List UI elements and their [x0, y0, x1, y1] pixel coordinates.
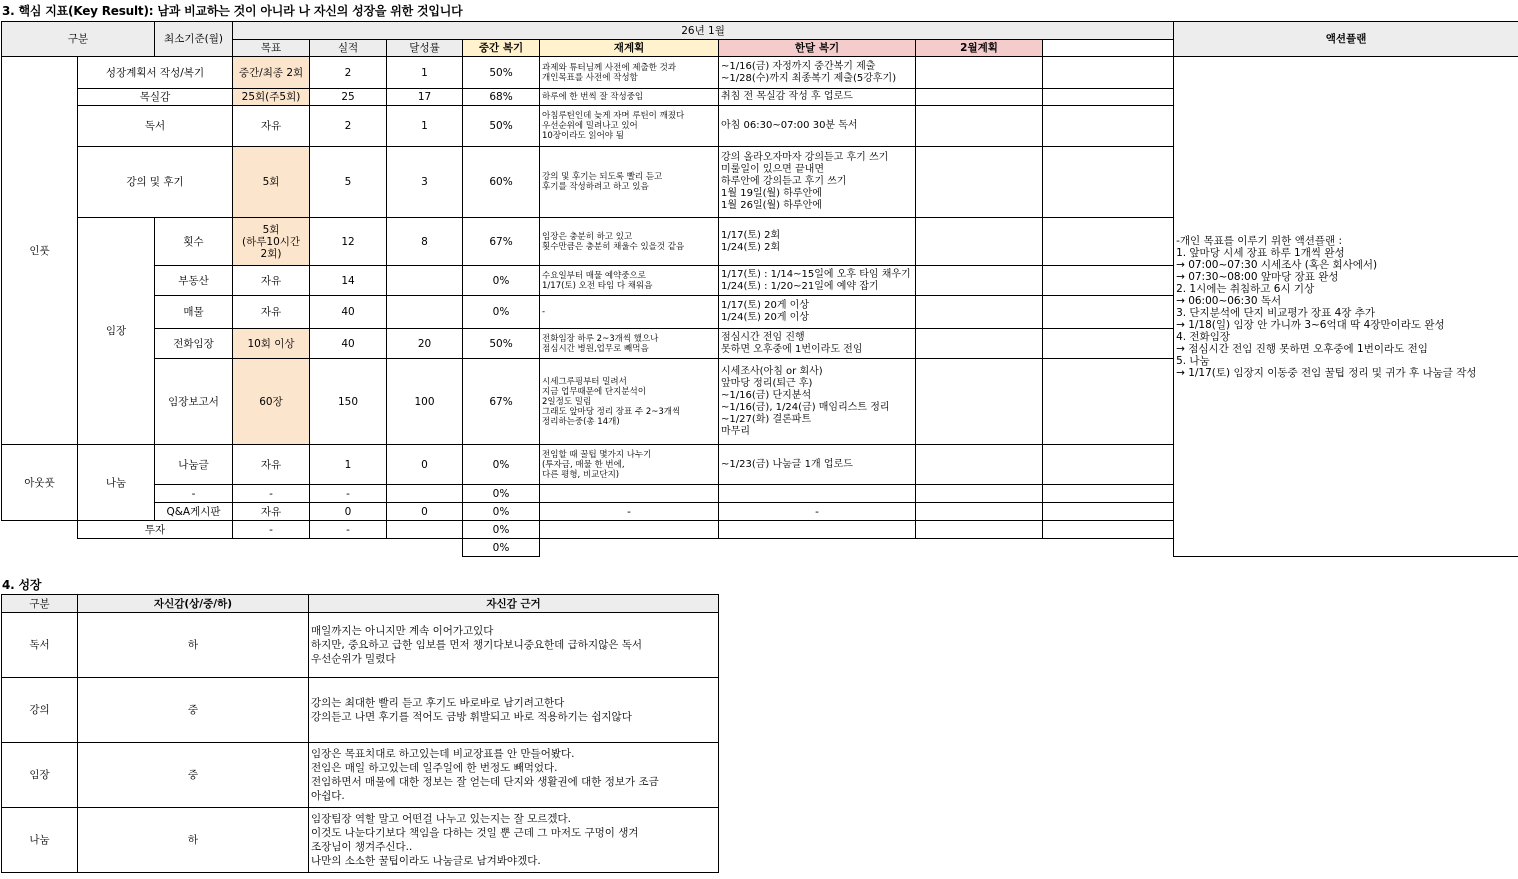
row-target: 2 [310, 57, 387, 89]
row-feb-plan [1043, 445, 1174, 485]
growth-row [2, 808, 719, 873]
growth-row [2, 678, 719, 743]
row-label: 임장보고서 [155, 359, 233, 445]
row-actual: 1 [387, 57, 463, 89]
row-feb-plan [1043, 485, 1174, 503]
row-month-review [916, 266, 1043, 296]
row-target: - [310, 485, 387, 503]
row-min: 자유 [233, 445, 310, 485]
row-mid-review [540, 485, 719, 503]
row-replan: 아침 06:30~07:00 30분 독서 [719, 106, 916, 147]
row-target: 1 [310, 445, 387, 485]
row-mid-review: 임장은 충분히 하고 있고 횟수만큼은 충분히 채울수 있을것 같음 [540, 218, 719, 266]
row-mid-review: - [540, 503, 719, 521]
row-label: 부동산 [155, 266, 233, 296]
header-month-review: 한달 복기 [719, 40, 916, 57]
header-target: 목표 [233, 40, 310, 57]
row-feb-plan [1043, 89, 1174, 106]
row-min: 5회 [233, 147, 310, 218]
row-label: 횟수 [155, 218, 233, 266]
row-min: 자유 [233, 266, 310, 296]
row-replan [719, 521, 916, 539]
row-feb-plan [1043, 329, 1174, 359]
row-actual [387, 266, 463, 296]
key-result-table [1, 21, 1518, 557]
row-min: 5회 (하루10시간 2회) [233, 218, 310, 266]
header-min-std: 최소기준(월) [155, 22, 233, 57]
group-output: 아웃풋 [2, 445, 78, 521]
growth-level: 중 [78, 743, 309, 808]
row-label: 전화임장 [155, 329, 233, 359]
header-gubun: 구분 [2, 22, 155, 57]
row-replan: 강의 올라오자마자 강의듣고 후기 쓰기 미룰일이 있으면 끝내면 하루안에 강의듣고 후기 쓰기 1월 19일(월) 하루안에 1월 26일(월) 하루안에 [719, 147, 916, 218]
row-replan: 1/17(토) 2회 1/24(토) 2회 [719, 218, 916, 266]
row-feb-plan [1043, 57, 1174, 89]
action-plan-text: -개인 목표를 이루기 위한 액션플랜 : 1. 앞마당 시세 장표 하루 1개씩 완성 → 07:00~07:30 시세조사 (혹은 회사에서) → 07:30~08:00 앞마당 장표 완성 2. 1시에는 취침하고 6시 기상 → 06:00~06:30 독서 3. 단지분석에 단지 비교평가 장표 4장 추가 → 1/18(일) 임장 안 가니까 3~6억대 딱 4장만이라도 완성 4. 전화임장 → 점심시간 전임 진행 못하면 오후중에 1번이라도 전임 5. 나눔 → 1/17(토) 임장지 이동중 전임 꿀팁 정리 및 귀가 후 나눔글 작성 [1174, 57, 1518, 557]
row-rate: 50% [463, 329, 540, 359]
row-target: 150 [310, 359, 387, 445]
growth-table [1, 594, 719, 873]
group-input: 인풋 [2, 57, 78, 445]
row-target: 0 [310, 503, 387, 521]
row-replan: - [719, 503, 916, 521]
row-month-review [916, 147, 1043, 218]
row-replan [719, 485, 916, 503]
row-target: 40 [310, 329, 387, 359]
row-actual: 20 [387, 329, 463, 359]
header-rate: 달성률 [387, 40, 463, 57]
row-replan: 점심시간 전임 진행 못하면 오후중에 1번이라도 전임 [719, 329, 916, 359]
total-rate: 0% [463, 539, 540, 557]
row-feb-plan [1043, 359, 1174, 445]
row-min: - [233, 485, 310, 503]
row-actual: 0 [387, 445, 463, 485]
row-mid-review: 전임할 때 꿀팁 몇가지 나누기 (투자금, 매물 한 번에, 다른 평형, 비교단지) [540, 445, 719, 485]
table-row [2, 57, 1518, 89]
growth-reason: 임장팀장 역할 말고 어떤걸 나누고 있는지는 잘 모르겠다. 이것도 나눈다기보다 책임을 다하는 것일 뿐 근데 그 마저도 구멍이 생겨 조장님이 챙겨주신다.. 나만의 소소한 꿀팁이라도 나눔글로 남겨봐야겠다. [309, 808, 719, 873]
growth-category: 나눔 [2, 808, 78, 873]
header-mid-review: 중간 복기 [463, 40, 540, 57]
row-min: 10회 이상 [233, 329, 310, 359]
growth-header-confidence: 자신감(상/중/하) [78, 595, 309, 613]
row-actual: 3 [387, 147, 463, 218]
row-min: 자유 [233, 503, 310, 521]
row-target: 2 [310, 106, 387, 147]
row-min: 자유 [233, 296, 310, 329]
row-month-review [916, 296, 1043, 329]
row-replan: ~1/16(금) 자정까지 중간복기 제출 ~1/28(수)까지 최종복기 제출(5강후기) [719, 57, 916, 89]
row-replan: 1/17(토) : 1/14~15일에 오후 타임 채우기 1/24(토) : 1/20~21일에 예약 잡기 [719, 266, 916, 296]
row-target: 5 [310, 147, 387, 218]
header-feb-plan: 2월계획 [916, 40, 1043, 57]
row-mid-review: 과제와 튜터님께 사전에 제출한 것과 개인목표를 사전에 작성함 [540, 57, 719, 89]
row-rate: 0% [463, 296, 540, 329]
row-replan: 1/17(토) 20게 이상 1/24(토) 20게 이상 [719, 296, 916, 329]
row-rate: 0% [463, 266, 540, 296]
row-rate: 0% [463, 485, 540, 503]
growth-level: 하 [78, 613, 309, 678]
growth-header-gubun: 구분 [2, 595, 78, 613]
row-rate: 0% [463, 503, 540, 521]
row-label: - [155, 485, 233, 503]
row-month-review [916, 329, 1043, 359]
row-replan: 시세조사(아침 or 회사) 앞마당 정리(퇴근 후) ~1/16(금) 단지분석 ~1/16(금), 1/24(금) 매임리스트 정리 ~1/27(화) 결론파트 마무리 [719, 359, 916, 445]
group-share: 나눔 [78, 445, 155, 521]
growth-category: 강의 [2, 678, 78, 743]
growth-category: 임장 [2, 743, 78, 808]
row-mid-review: 아침루틴인데 늦게 자며 루틴이 깨졌다 우선순위에 밀려나고 있어 10장이라도 읽어야 됨 [540, 106, 719, 147]
row-target: 25 [310, 89, 387, 106]
row-mid-review: - [540, 296, 719, 329]
row-feb-plan [1043, 521, 1174, 539]
growth-row [2, 613, 719, 678]
row-feb-plan [1043, 503, 1174, 521]
row-mid-review: 전화임장 하루 2~3개씩 했으나 점심시간 병원,업무로 빼먹음 [540, 329, 719, 359]
row-feb-plan [1043, 266, 1174, 296]
row-actual [387, 296, 463, 329]
growth-reason: 임장은 목표치대로 하고있는데 비교장표를 안 만들어봤다. 전임은 매일 하고있는데 일주일에 한 번정도 빼먹었다. 전임하면서 매물에 대한 정보는 잘 얻는데 단지와 생활권에 대한 정보가 조금 아쉽다. [309, 743, 719, 808]
row-feb-plan [1043, 296, 1174, 329]
row-mid-review [540, 521, 719, 539]
row-actual: 8 [387, 218, 463, 266]
row-actual [387, 521, 463, 539]
row-month-review [916, 89, 1043, 106]
group-imjang: 임장 [78, 218, 155, 445]
kr-section-title: 3. 핵심 지표(Key Result): 남과 비교하는 것이 아니라 나 자신의 성장을 위한 것입니다 [2, 4, 463, 18]
header-action-plan: 액션플랜 [1174, 22, 1518, 57]
row-target: 40 [310, 296, 387, 329]
growth-level: 중 [78, 678, 309, 743]
row-actual: 100 [387, 359, 463, 445]
row-rate: 67% [463, 218, 540, 266]
row-feb-plan [1043, 218, 1174, 266]
row-rate: 0% [463, 521, 540, 539]
row-rate: 50% [463, 57, 540, 89]
row-label: 투자 [78, 521, 233, 539]
row-target: - [310, 521, 387, 539]
row-min: 25회(주5회) [233, 89, 310, 106]
row-min: 자유 [233, 106, 310, 147]
row-mid-review: 수요일부터 매물 예약중으로 1/17(토) 오전 타임 다 채워음 [540, 266, 719, 296]
total-row [2, 539, 1518, 557]
row-actual: 17 [387, 89, 463, 106]
row-label: 강의 및 후기 [78, 147, 233, 218]
row-label: 독서 [78, 106, 233, 147]
row-actual [387, 485, 463, 503]
growth-section-title: 4. 성장 [2, 578, 42, 592]
growth-level: 하 [78, 808, 309, 873]
row-month-review [916, 445, 1043, 485]
row-feb-plan [1043, 106, 1174, 147]
row-label: Q&A게시판 [155, 503, 233, 521]
row-mid-review: 강의 및 후기는 되도록 빨리 듣고 후기를 작성하려고 하고 있음 [540, 147, 719, 218]
header-replan: 재계획 [540, 40, 719, 57]
row-actual: 0 [387, 503, 463, 521]
growth-reason: 강의는 최대한 빨리 듣고 후기도 바로바로 남기려고한다 강의듣고 나면 후기를 적어도 금방 휘발되고 바로 적용하기는 쉽지않다 [309, 678, 719, 743]
row-rate: 67% [463, 359, 540, 445]
header-month: 26년 1월 [233, 22, 1174, 40]
row-label: 성장계획서 작성/복기 [78, 57, 233, 89]
row-mid-review: 하루에 한 번씩 잘 작성중임 [540, 89, 719, 106]
row-min: 60장 [233, 359, 310, 445]
row-month-review [916, 359, 1043, 445]
row-label: 나눔글 [155, 445, 233, 485]
row-replan: ~1/23(금) 나눔글 1개 업로드 [719, 445, 916, 485]
row-label: 목실감 [78, 89, 233, 106]
growth-row [2, 743, 719, 808]
row-rate: 60% [463, 147, 540, 218]
row-month-review [916, 503, 1043, 521]
row-rate: 68% [463, 89, 540, 106]
row-month-review [916, 57, 1043, 89]
row-target: 14 [310, 266, 387, 296]
row-mid-review: 시세그루핑부터 밀려서 지금 업무때문에 단지분석이 2일정도 밀림 그래도 앞마당 정리 장표 주 2~3개씩 정리하는중(총 14개) [540, 359, 719, 445]
row-min: 중간/최종 2회 [233, 57, 310, 89]
row-label: 매물 [155, 296, 233, 329]
growth-header-reason: 자신감 근거 [309, 595, 719, 613]
growth-reason: 매일까지는 아니지만 계속 이어가고있다 하지만, 중요하고 급한 임보를 먼저 챙기다보니중요한데 급하지않은 독서 우선순위가 밀렸다 [309, 613, 719, 678]
growth-category: 독서 [2, 613, 78, 678]
row-month-review [916, 485, 1043, 503]
row-month-review [916, 521, 1043, 539]
row-month-review [916, 106, 1043, 147]
row-replan: 취침 전 목실감 작성 후 업로드 [719, 89, 916, 106]
row-min: - [233, 521, 310, 539]
row-target: 12 [310, 218, 387, 266]
row-rate: 50% [463, 106, 540, 147]
row-month-review [916, 218, 1043, 266]
row-actual: 1 [387, 106, 463, 147]
row-feb-plan [1043, 147, 1174, 218]
header-actual: 실적 [310, 40, 387, 57]
row-rate: 0% [463, 445, 540, 485]
